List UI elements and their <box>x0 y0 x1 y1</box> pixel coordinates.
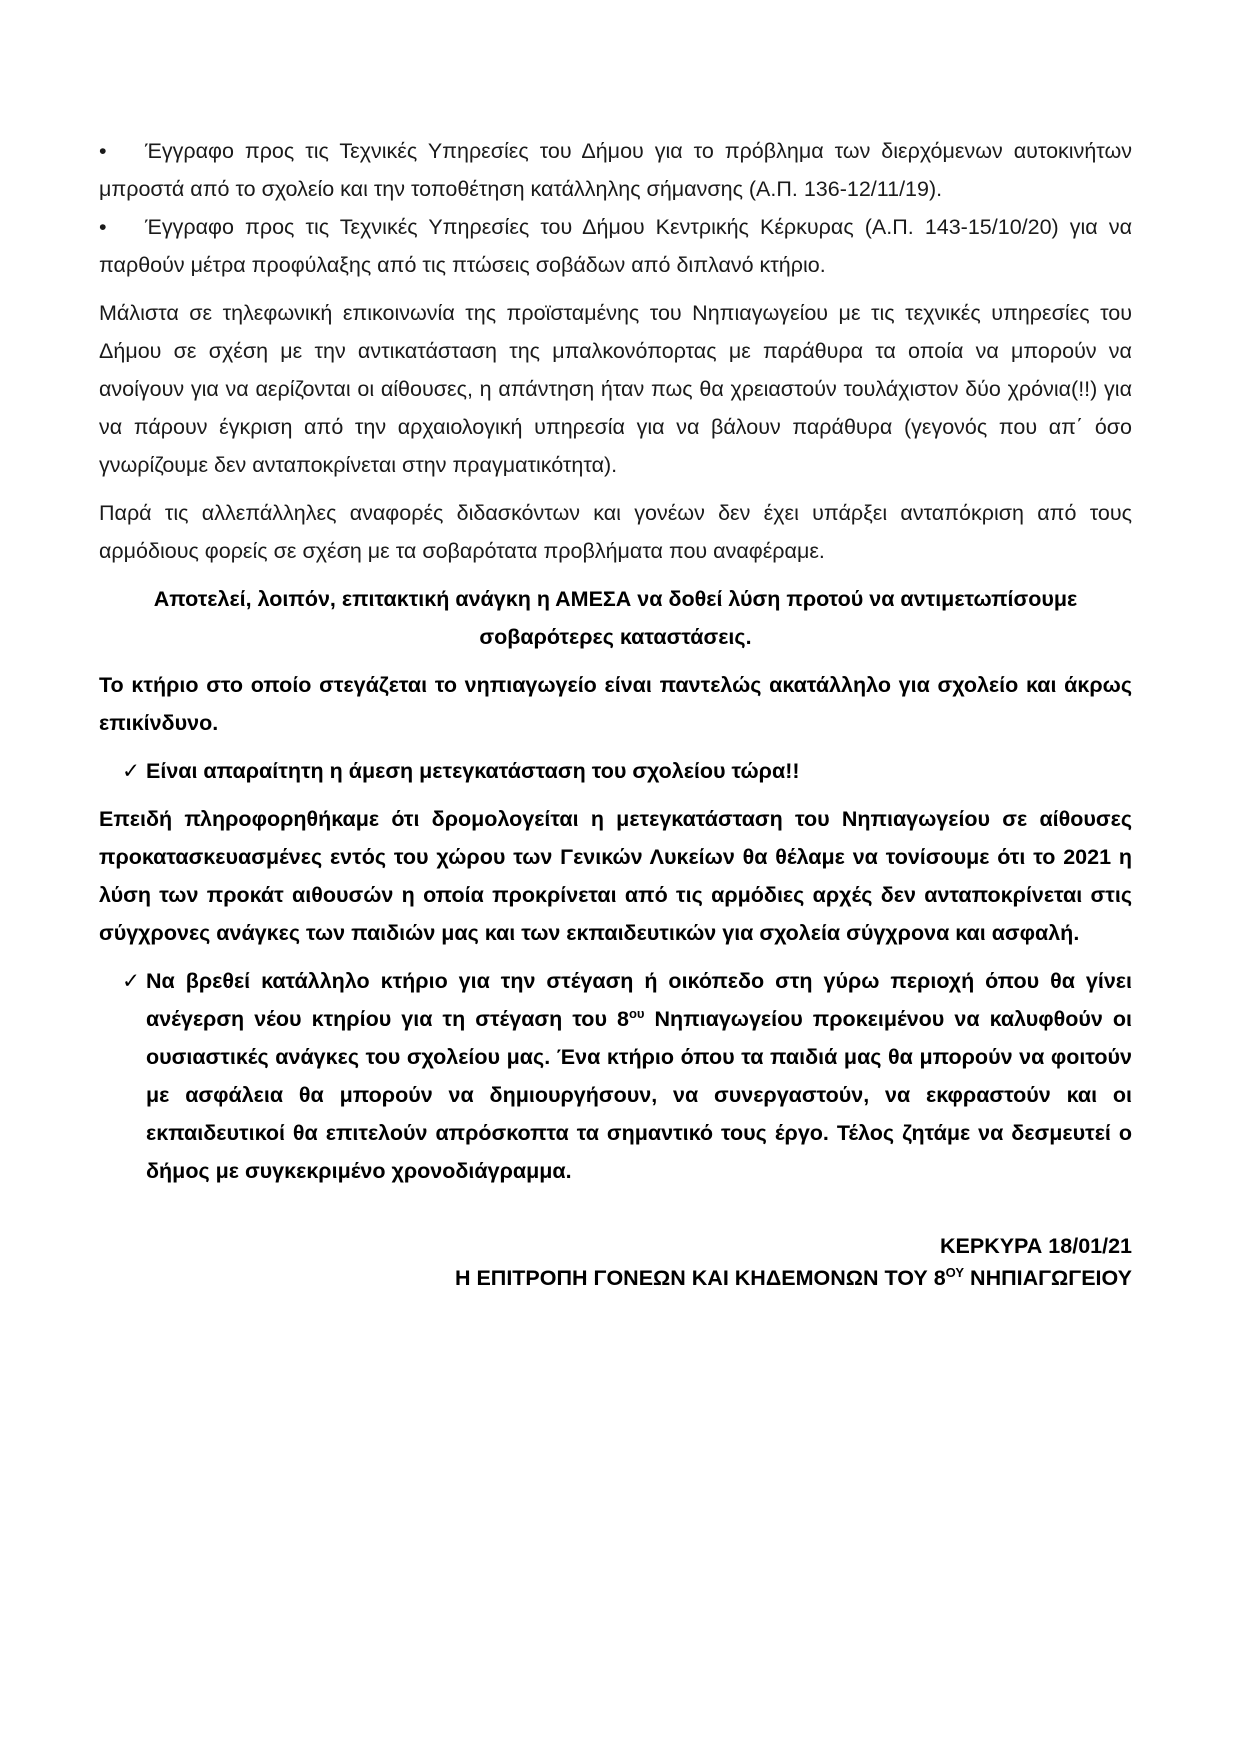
paragraph-urgent-solution: Αποτελεί, λοιπόν, επιτακτική ανάγκη η ΑΜΕΣΑ να δοθεί λύση προτού να αντιμετωπίσουμε σοβαρότερες καταστάσεις. <box>153 587 1078 649</box>
checklist-item-new-building <box>122 962 1132 1190</box>
check-icon: ✓ <box>122 759 141 783</box>
checklist-item-text <box>146 969 1132 1183</box>
bullet-item-technical-services-plaster <box>99 208 1132 284</box>
bullet-item-text: Έγγραφο προς τις Τεχνικές Υπηρεσίες του Δήμου για το πρόβλημα των διερχόμενων αυτοκινήτων μπροστά από το σχολείο και την τοποθέτηση κατάλληλης σήμανσης (Α.Π. 136-12/11/19). <box>99 139 1132 201</box>
text-part: Νηπιαγωγείου προκειμένου να καλυφθούν οι ουσιαστικές ανάγκες του σχολείου μας. Ένα κτήριο όπου τα παιδιά μας θα μπορούν να φοιτούν με ασφάλεια θα μπορούν να δημιουργήσουν, να συνεργαστούν, να εκφραστούν και οι εκπαιδευτικοί θα επιτελούν απρόσκοπτα τα σημαντικό τους έργο. Τέλος ζητάμε να δεσμευτεί ο δήμος με συγκεκριμένο χρονοδιάγραμμα. <box>146 1007 1132 1183</box>
bullet-icon: • <box>99 215 107 239</box>
text-part: ΝΗΠΙΑΓΩΓΕΙΟΥ <box>964 1266 1132 1290</box>
bullet-icon: • <box>99 139 107 163</box>
bullet-list <box>99 132 1132 284</box>
signature-place-date: ΚΕΡΚΥΡΑ 18/01/21 <box>939 1234 1132 1258</box>
ordinal-superscript: ΟΥ <box>945 1264 965 1280</box>
paragraph-no-response: Παρά τις αλλεπάλληλες αναφορές διδασκόντων και γονέων δεν έχει υπάρξει ανταπόκριση από τους αρμόδιους φορείς σε σχέση με τα σοβαρότατα προβλήματα που αναφέραμε. <box>99 501 1132 563</box>
bullet-item-text: Έγγραφο προς τις Τεχνικές Υπηρεσίες του Δήμου Κεντρικής Κέρκυρας (Α.Π. 143-15/10/20) για να παρθούν μέτρα προφύλαξης από τις πτώσεις σοβάδων από διπλανό κτήριο. <box>99 215 1132 277</box>
paragraph-phone-call: Μάλιστα σε τηλεφωνική επικοινωνία της προϊσταμένης του Νηπιαγωγείου με τις τεχνικές υπηρεσίες του Δήμου σε σχέση με την αντικατάσταση της μπαλκονόπορτας με παράθυρα τα οποία να μπορούν να ανοίγουν για να αερίζονται οι αίθουσες, η απάντηση ήταν πως θα χρειαστούν τουλάχιστον δύο χρόνια(!!) για να πάρουν έγκριση από την αρχαιολογική υπηρεσία για να βάλουν παράθυρα (γεγονός που απ΄ όσο γνωρίζουμε δεν ανταποκρίνεται στην πραγματικότητα). <box>99 301 1132 477</box>
ordinal-superscript: ου <box>628 1005 645 1021</box>
checklist-item-text: Είναι απαραίτητη η άμεση μετεγκατάσταση του σχολείου τώρα!! <box>146 759 800 783</box>
checklist-item-relocation <box>122 752 1132 790</box>
bullet-item-technical-services-signage <box>99 132 1132 208</box>
text-part: Να βρεθεί κατάλληλο κτήριο για την στέγαση ή οικόπεδο στη γύρω περιοχή όπου θα γίνει ανέγερση νέου κτηρίου για τη στέγαση του 8 <box>146 969 1132 1031</box>
signature-committee <box>99 1262 1132 1294</box>
paragraph-prefab-classrooms: Επειδή πληροφορηθήκαμε ότι δρομολογείται η μετεγκατάσταση του Νηπιαγωγείου σε αίθουσες προκατασκευασμένες εντός του χώρου των Γενικών Λυκείων θα θέλαμε να τονίσουμε ότι το 2021 η λύση των προκάτ αιθουσών η οποία προκρίνεται από τις αρμόδιες αρχές δεν ανταποκρίνεται στις σύγχρονες ανάγκες των παιδιών μας και των εκπαιδευτικών για σχολεία σύγχρονα και ασφαλή. <box>99 807 1132 945</box>
signature-block <box>99 1230 1132 1294</box>
check-icon: ✓ <box>122 969 141 993</box>
paragraph-building-unsuitable: Το κτήριο στο οποίο στεγάζεται το νηπιαγωγείο είναι παντελώς ακατάλληλο για σχολείο και άκρως επικίνδυνο. <box>99 673 1132 735</box>
text-part: Η ΕΠΙΤΡΟΠΗ ΓΟΝΕΩΝ ΚΑΙ ΚΗΔΕΜΟΝΩΝ ΤΟΥ 8 <box>454 1266 946 1290</box>
